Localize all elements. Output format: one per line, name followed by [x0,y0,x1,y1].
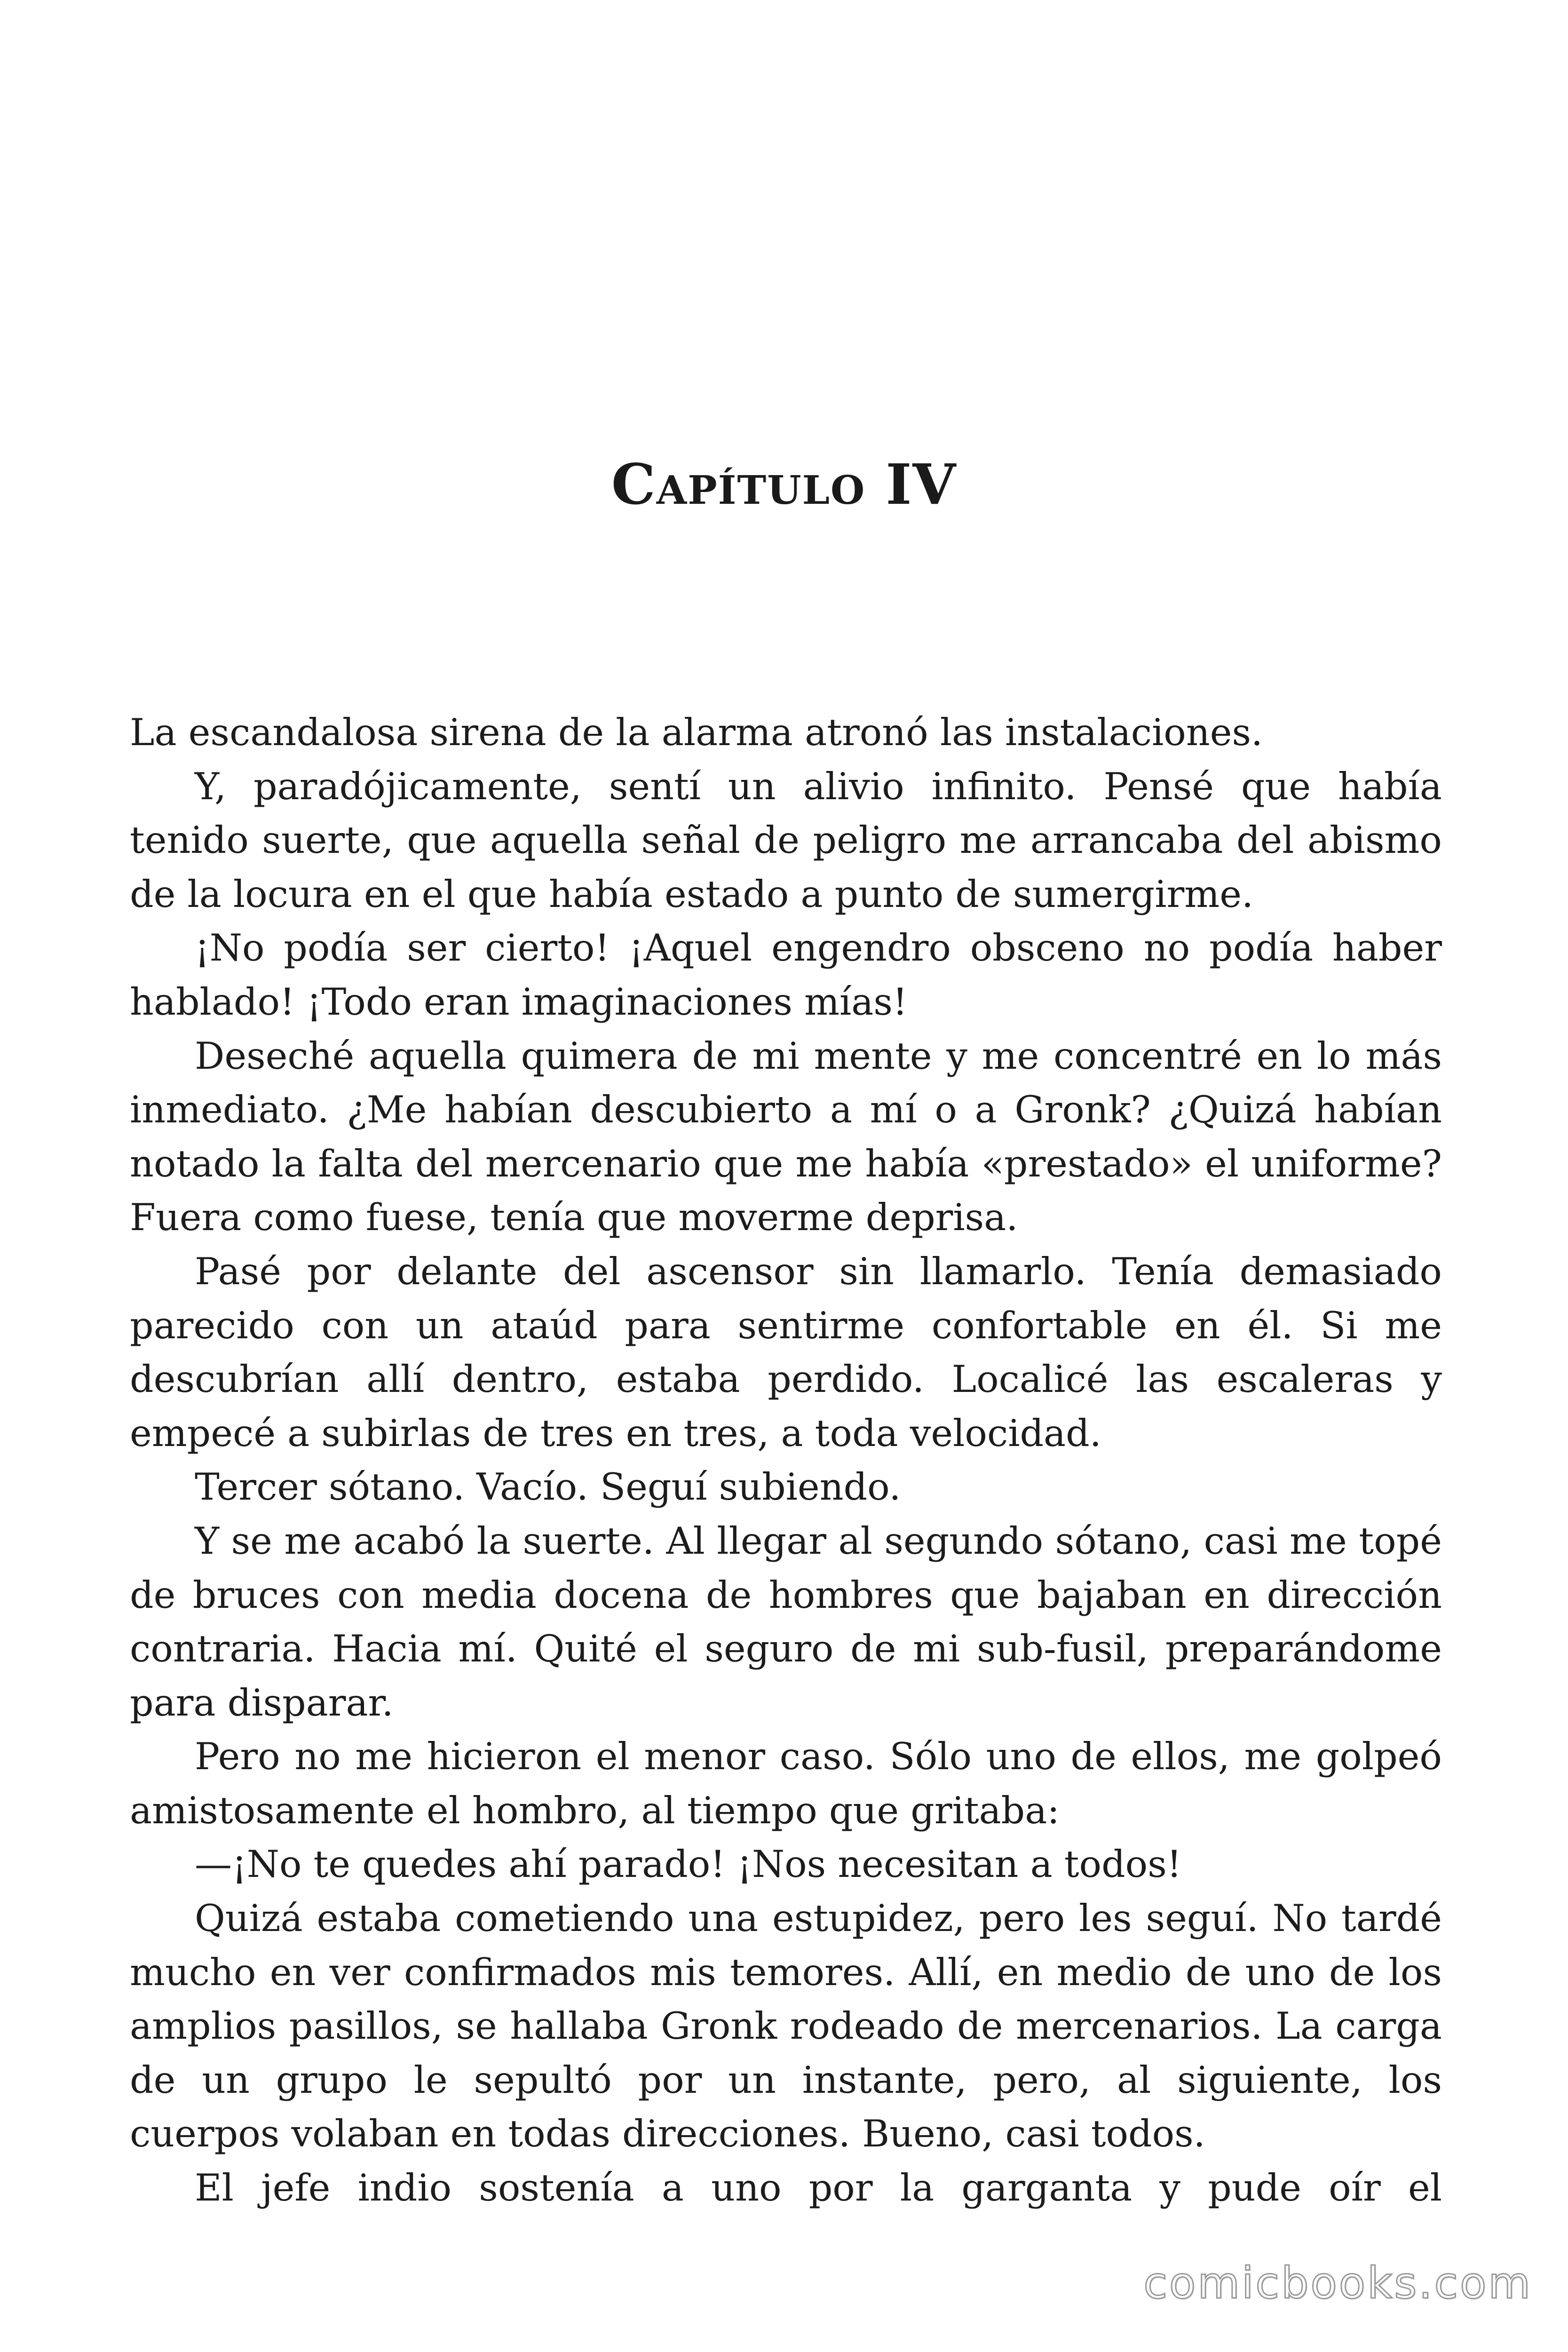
paragraph-7: Y se me acabó la suerte. Al llegar al segundo sótano, casi me topé de bruces con media docena de hombres que bajaban en dirección contraria. Hacia mí. Quité el seguro de mi sub-fusil, preparándome para disparar. [130,1519,1442,1724]
chapter-title: Capítulo IV [611,452,957,517]
paragraph-6: Tercer sótano. Vacío. Seguí subiendo. [195,1465,901,1509]
paragraph-9: —¡No te quedes ahí parado! ¡Nos necesitan a todos! [195,1843,1182,1886]
paragraph-4: Deseché aquella quimera de mi mente y me concentré en lo más inmediato. ¿Me habían descubierto a mí o a Gronk? ¿Quizá habían notado la falta del mercenario que me había «prestado» el uniforme? Fuera como fuese, tenía que moverme deprisa. [130,1034,1442,1240]
chapter-body [130,706,1442,2215]
paragraph-11: El jefe indio sostenía a uno por la garganta y pude oír el [195,2166,1442,2210]
paragraph-2: Y, paradójicamente, sentí un alivio infinito. Pensé que había tenido suerte, que aquella señal de peligro me arrancaba del abismo de la locura en el que había estado a punto de sumergirme. [130,764,1442,916]
paragraph-1: La escandalosa sirena de la alarma atronó las instalaciones. [130,711,1263,754]
paragraph-3: ¡No podía ser cierto! ¡Aquel engendro obsceno no podía haber hablado! ¡Todo eran imaginaciones mías! [130,926,1442,1024]
paragraph-5: Pasé por delante del ascensor sin llamarlo. Tenía demasiado parecido con un ataúd para sentirme confortable en él. Si me descubrían allí dentro, estaba perdido. Localicé las escaleras y empecé a subirlas de tres en tres, a toda velocidad. [130,1249,1442,1455]
paragraph-8: Pero no me hicieron el menor caso. Sólo uno de ellos, me golpeó amistosamente el hombro, al tiempo que gritaba: [130,1735,1442,1832]
paragraph-10: Quizá estaba cometiendo una estupidez, pero les seguí. No tardé mucho en ver confirmados mis temores. Allí, en medio de uno de los amplios pasillos, se hallaba Gronk rodeado de mercenarios. La carga de un grupo le sepultó por un instante, pero, al siguiente, los cuerpos volaban en todas direcciones. Bueno, casi todos. [130,1897,1442,2156]
watermark: comicbooks.com [1143,2258,1532,2308]
